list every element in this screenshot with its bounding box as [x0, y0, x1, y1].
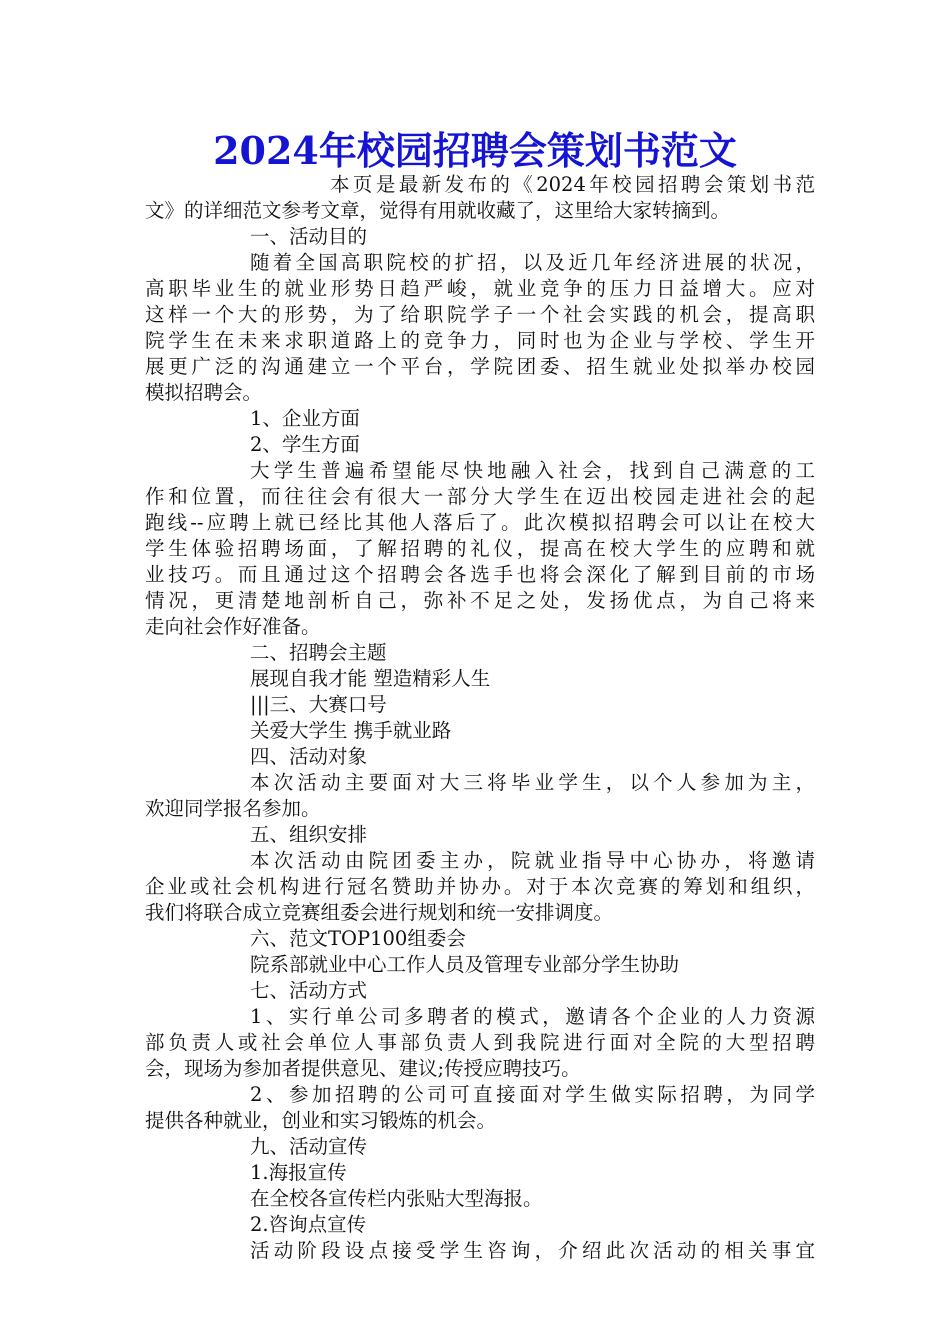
- text-line: 展现自我才能 塑造精彩人生: [250, 667, 491, 690]
- text-line: 部负责人或社会单位人事部负责人到我院进行面对全院的大型招聘: [145, 1031, 815, 1054]
- text-line: 五、组织安排: [250, 823, 368, 846]
- text-line: 文》的详细范文参考文章，觉得有用就收藏了，这里给大家转摘到。: [145, 199, 731, 222]
- text-line: 模拟招聘会。: [145, 381, 263, 404]
- text-line: 2、学生方面: [250, 433, 360, 456]
- text-line: 在全校各宣传栏内张贴大型海报。: [250, 1187, 543, 1210]
- text-line: 院学生在未来求职道路上的竞争力，同时也为企业与学校、学生开: [145, 329, 815, 352]
- text-line: 高职毕业生的就业形势日趋严峻，就业竞争的压力日益增大。应对: [145, 277, 815, 300]
- text-line: 九、活动宣传: [250, 1135, 368, 1158]
- text-line: 企业或社会机构进行冠名赞助并协办。对于本次竞赛的筹划和组织，: [145, 875, 815, 898]
- text-line: 四、活动对象: [250, 745, 368, 768]
- text-line: 走向社会作好准备。: [145, 615, 321, 638]
- text-line: 2.咨询点宣传: [250, 1213, 367, 1236]
- text-line: 1、实行单公司多聘者的模式，邀请各个企业的人力资源: [250, 1005, 815, 1028]
- text-line: 七、活动方式: [250, 979, 368, 1002]
- text-line: 我们将联合成立竞赛组委会进行规划和统一安排调度。: [145, 901, 614, 924]
- text-line: 本次活动主要面对大三将毕业学生，以个人参加为主，: [250, 771, 815, 794]
- text-line: 1、企业方面: [250, 407, 360, 430]
- text-line: 情况，更清楚地剖析自己，弥补不足之处，发扬优点，为自己将来: [145, 589, 815, 612]
- text-line: 一、活动目的: [250, 225, 368, 248]
- text-line: 活动阶段设点接受学生咨询，介绍此次活动的相关事宜: [250, 1239, 815, 1262]
- text-line: 欢迎同学报名参加。: [145, 797, 321, 820]
- text-line: 本次活动由院团委主办，院就业指导中心协办，将邀请: [250, 849, 815, 872]
- text-line: 二、招聘会主题: [250, 641, 387, 664]
- text-line: 提供各种就业，创业和实习锻炼的机会。: [145, 1109, 497, 1132]
- text-line: 本页是最新发布的《2024年校园招聘会策划书范: [330, 173, 815, 196]
- text-line: 学生体验招聘场面，了解招聘的礼仪，提高在校大学生的应聘和就: [145, 537, 815, 560]
- text-line: 作和位置，而往往会有很大一部分大学生在迈出校园走进社会的起: [145, 485, 815, 508]
- text-line: 1.海报宣传: [250, 1161, 347, 1184]
- text-line: 随着全国高职院校的扩招，以及近几年经济进展的状况，: [250, 251, 815, 274]
- text-line: |||三、大赛口号: [250, 693, 387, 716]
- text-line: 会，现场为参加者提供意见、建议;传授应聘技巧。: [145, 1057, 581, 1080]
- text-line: 2、参加招聘的公司可直接面对学生做实际招聘，为同学: [250, 1083, 815, 1106]
- document-body: [145, 172, 815, 1264]
- text-line: 大学生普遍希望能尽快地融入社会，找到自己满意的工: [250, 459, 815, 482]
- document-title: 2024年校园招聘会策划书范文: [213, 128, 737, 173]
- text-line: 院系部就业中心工作人员及管理专业部分学生协助: [250, 953, 680, 976]
- text-line: 业技巧。而且通过这个招聘会各选手也将会深化了解到目前的市场: [145, 563, 815, 586]
- text-line: 展更广泛的沟通建立一个平台，学院团委、招生就业处拟举办校园: [145, 355, 815, 378]
- text-line: 关爱大学生 携手就业路: [250, 719, 452, 742]
- text-line: 六、范文TOP100组委会: [250, 927, 466, 950]
- text-line: 跑线--应聘上就已经比其他人落后了。此次模拟招聘会可以让在校大: [145, 511, 815, 534]
- text-line: 这样一个大的形势，为了给职院学子一个社会实践的机会，提高职: [145, 303, 815, 326]
